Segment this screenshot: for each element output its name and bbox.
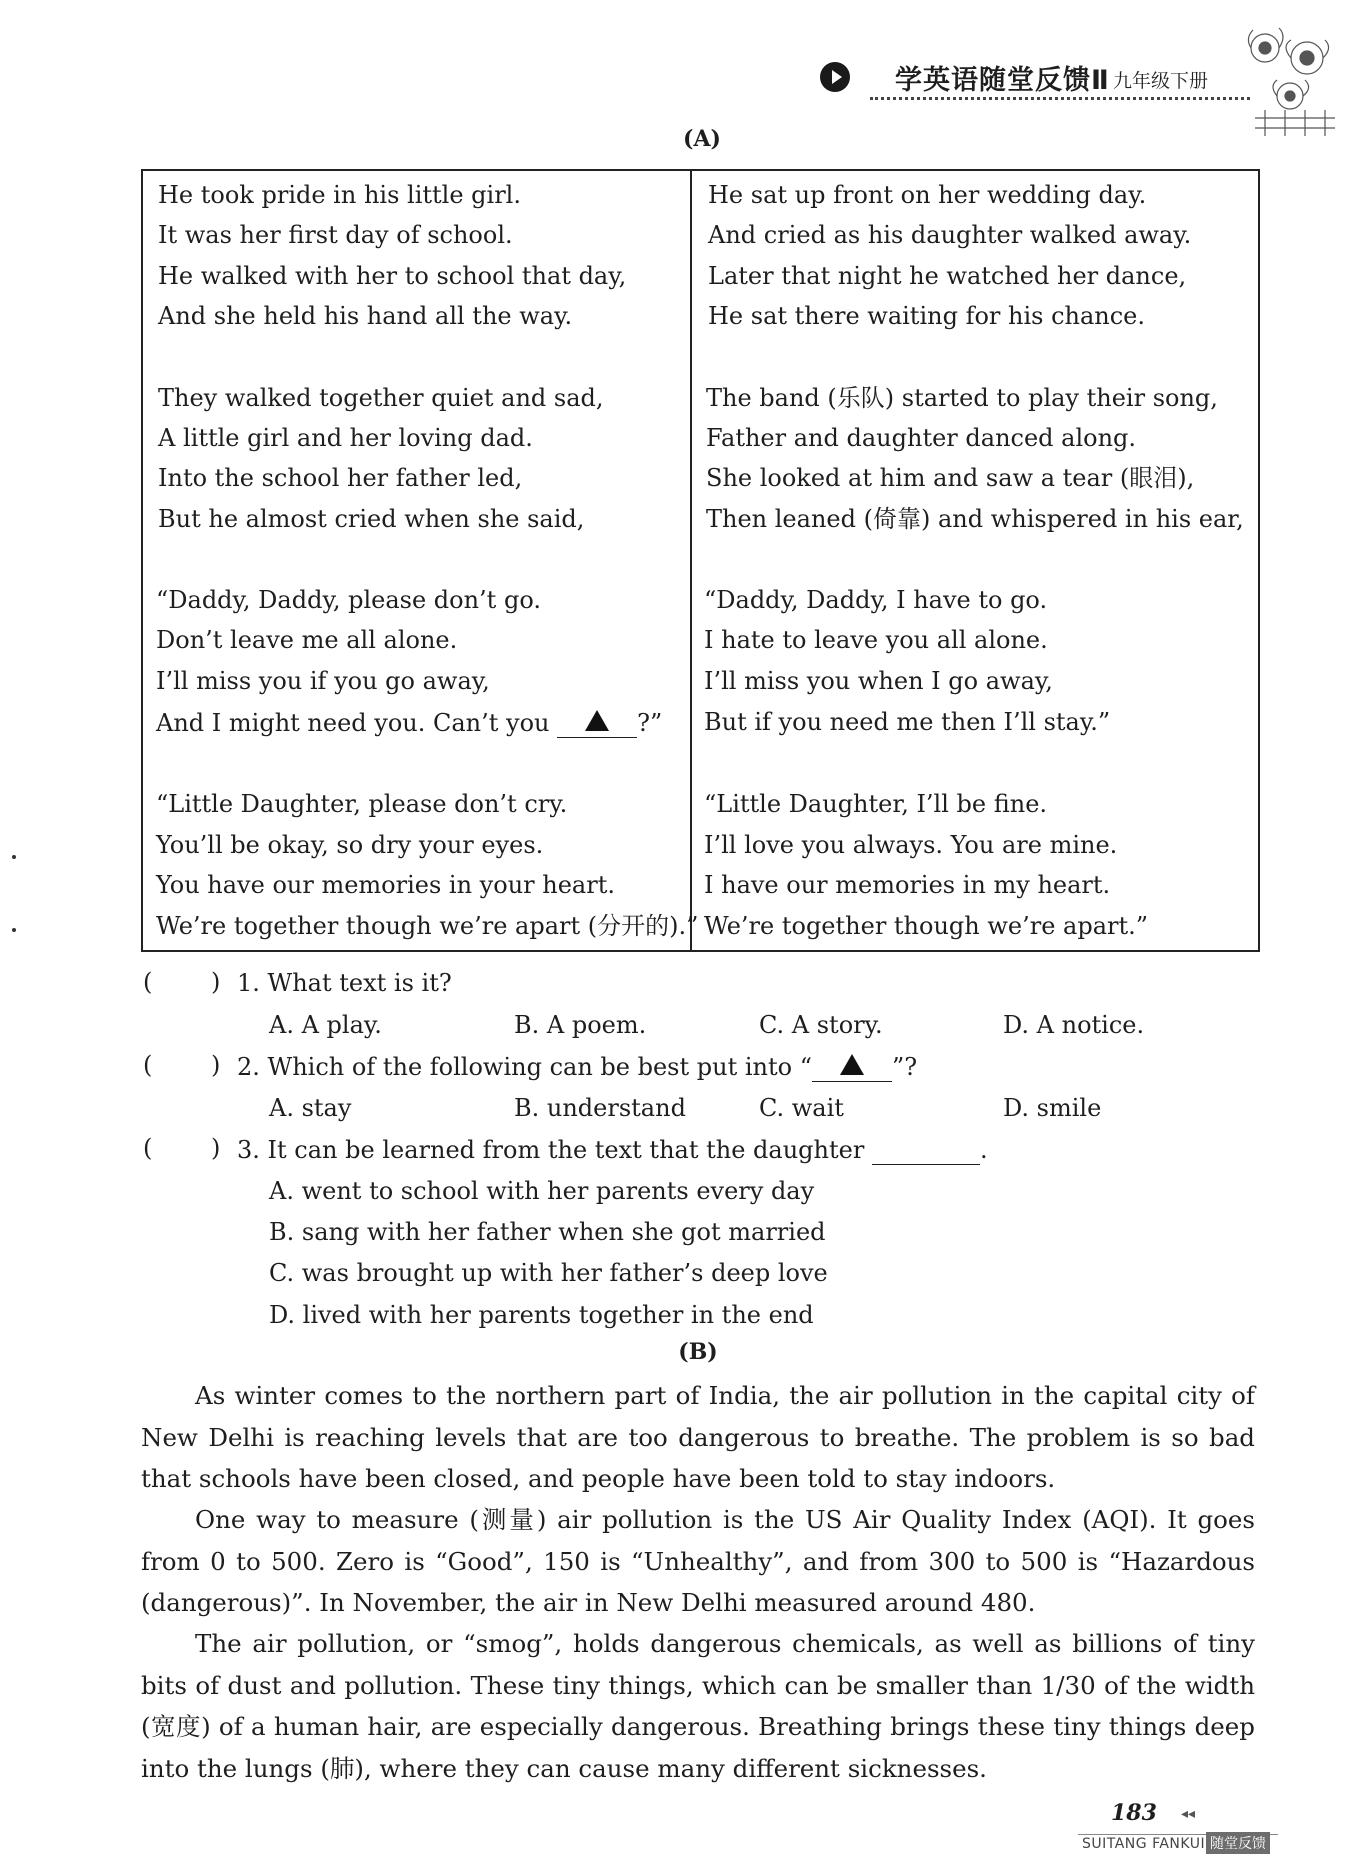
answer-blank — [812, 1051, 892, 1082]
poem-left-line: And she held his hand all the way. — [158, 302, 573, 330]
poem-left-line: I’ll miss you if you go away, — [156, 667, 490, 695]
margin-mark — [12, 855, 16, 859]
poem-right-line: I’ll love you always. You are mine. — [704, 831, 1118, 859]
triangle-icon — [585, 710, 609, 731]
answer-paren-open: ( — [143, 1134, 153, 1162]
poem-left-line: He took pride in his little girl. — [158, 181, 521, 209]
option-d: D. A notice. — [1003, 1011, 1145, 1039]
section-label-b: (B) — [678, 1339, 718, 1365]
poem-right-line: I’ll miss you when I go away, — [704, 667, 1053, 695]
question-text-end: ”? — [891, 1053, 918, 1081]
question-number: 2. — [237, 1053, 260, 1081]
option-c: C. wait — [759, 1094, 844, 1122]
poem-left-line: We’re together though we’re apart (分开的).” — [156, 912, 699, 940]
poem-right-line: She looked at him and saw a tear (眼泪), — [706, 464, 1195, 492]
double-arrow-icon: ◂◂ — [1181, 1806, 1196, 1822]
flower-decoration-icon — [1235, 18, 1345, 138]
question-text: What text is it? — [267, 969, 452, 997]
poem-right-line: He sat up front on her wedding day. — [708, 181, 1147, 209]
question-number: 3. — [237, 1136, 260, 1164]
poem-right-line: And cried as his daughter walked away. — [708, 221, 1192, 249]
poem-left-line: Don’t leave me all alone. — [156, 626, 458, 654]
option-b: B. A poem. — [514, 1011, 647, 1039]
poem-right-line: Father and daughter danced along. — [706, 424, 1137, 452]
passage-paragraph: One way to measure (测量) air pollution is the US Air Quality Index (AQI). It goes from 0 to 500. Zero is “Good”, 150 is “Unhealthy”, and from 300 to 500 is “Hazardous (dangerous)”. In November, the air in New Delhi measured around 480. — [141, 1505, 1255, 1617]
answer-paren-open: ( — [143, 1051, 153, 1079]
answer-paren-close: ) — [211, 968, 221, 996]
poem-right-line: He sat there waiting for his chance. — [708, 302, 1146, 330]
poem-left-line-text: And I might need you. Can’t you — [156, 709, 550, 737]
footer-badge: 随堂反馈 — [1206, 1832, 1270, 1854]
answer-paren-close: ) — [211, 1051, 221, 1079]
option-a: A. went to school with her parents every day — [269, 1177, 815, 1205]
poem-left-line: “Little Daughter, please don’t cry. — [156, 790, 568, 818]
poem-table-divider — [690, 169, 692, 952]
header-dotted-rule — [870, 97, 1250, 100]
answer-blank — [557, 707, 637, 738]
option-c: C. A story. — [759, 1011, 883, 1039]
poem-left-line: A little girl and her loving dad. — [158, 424, 533, 452]
option-b: B. sang with her father when she got married — [269, 1218, 826, 1246]
question-1 — [237, 968, 452, 998]
poem-left-line: “Daddy, Daddy, please don’t go. — [156, 586, 541, 614]
poem-right-line: The band (乐队) started to play their song, — [706, 384, 1218, 412]
passage-paragraph: The air pollution, or “smog”, holds dangerous chemicals, as well as billions of tiny bits of dust and pollution. These tiny things, which can be smaller than 1/30 of the width (宽度) of a human hair, are especially dangerous. Breathing brings these tiny things deep into the lungs (肺), where they can cause many different sicknesses. — [141, 1629, 1255, 1783]
poem-right-line: “Little Daughter, I’ll be fine. — [704, 790, 1048, 818]
option-d: D. lived with her parents together in the end — [269, 1301, 814, 1329]
option-b: B. understand — [514, 1094, 686, 1122]
question-text: It can be learned from the text that the daughter — [267, 1136, 865, 1164]
footer-pinyin: SUITANG FANKUI — [1082, 1836, 1206, 1852]
poem-right-line: We’re together though we’re apart.” — [704, 912, 1149, 940]
play-circle-icon — [820, 62, 850, 92]
triangle-icon — [840, 1054, 864, 1075]
poem-left-line-with-blank — [156, 707, 662, 738]
blank-suffix: ?” — [637, 709, 663, 737]
poem-right-line: But if you need me then I’ll stay.” — [704, 708, 1111, 736]
poem-left-line: You’ll be okay, so dry your eyes. — [156, 831, 544, 859]
question-text-end: . — [979, 1136, 988, 1164]
poem-right-line: Later that night he watched her dance, — [708, 262, 1187, 290]
section-label-a: (A) — [683, 126, 721, 152]
option-a: A. A play. — [269, 1011, 382, 1039]
poem-right-line: Then leaned (倚靠) and whispered in his ear, — [706, 505, 1244, 533]
question-text: Which of the following can be best put into “ — [267, 1053, 812, 1081]
option-c: C. was brought up with her father’s deep love — [269, 1259, 828, 1287]
poem-left-line: You have our memories in your heart. — [156, 871, 615, 899]
passage-paragraph: As winter comes to the northern part of India, the air pollution in the capital city of New Delhi is reaching levels that are too dangerous to breathe. The problem is so bad that schools have been closed, and people have been told to stay indoors. — [141, 1381, 1255, 1493]
poem-left-line: But he almost cried when she said, — [158, 505, 585, 533]
poem-left-line: It was her first day of school. — [158, 221, 513, 249]
option-a: A. stay — [269, 1094, 352, 1122]
book-title: 学英语随堂反馈Ⅱ — [895, 65, 1110, 96]
answer-paren-open: ( — [143, 968, 153, 996]
poem-right-line: I have our memories in my heart. — [704, 871, 1111, 899]
answer-blank — [872, 1134, 980, 1165]
question-3 — [237, 1134, 988, 1165]
question-2 — [237, 1051, 917, 1082]
answer-paren-close: ) — [211, 1134, 221, 1162]
poem-left-line: They walked together quiet and sad, — [158, 384, 604, 412]
question-number: 1. — [237, 969, 260, 997]
poem-left-line: He walked with her to school that day, — [158, 262, 627, 290]
option-d: D. smile — [1003, 1094, 1102, 1122]
page-number: 183 — [1111, 1800, 1157, 1826]
poem-left-line: Into the school her father led, — [158, 464, 523, 492]
poem-right-line: I hate to leave you all alone. — [704, 626, 1048, 654]
book-subtitle: 九年级下册 — [1113, 70, 1209, 92]
margin-mark — [12, 928, 16, 932]
poem-right-line: “Daddy, Daddy, I have to go. — [704, 586, 1048, 614]
